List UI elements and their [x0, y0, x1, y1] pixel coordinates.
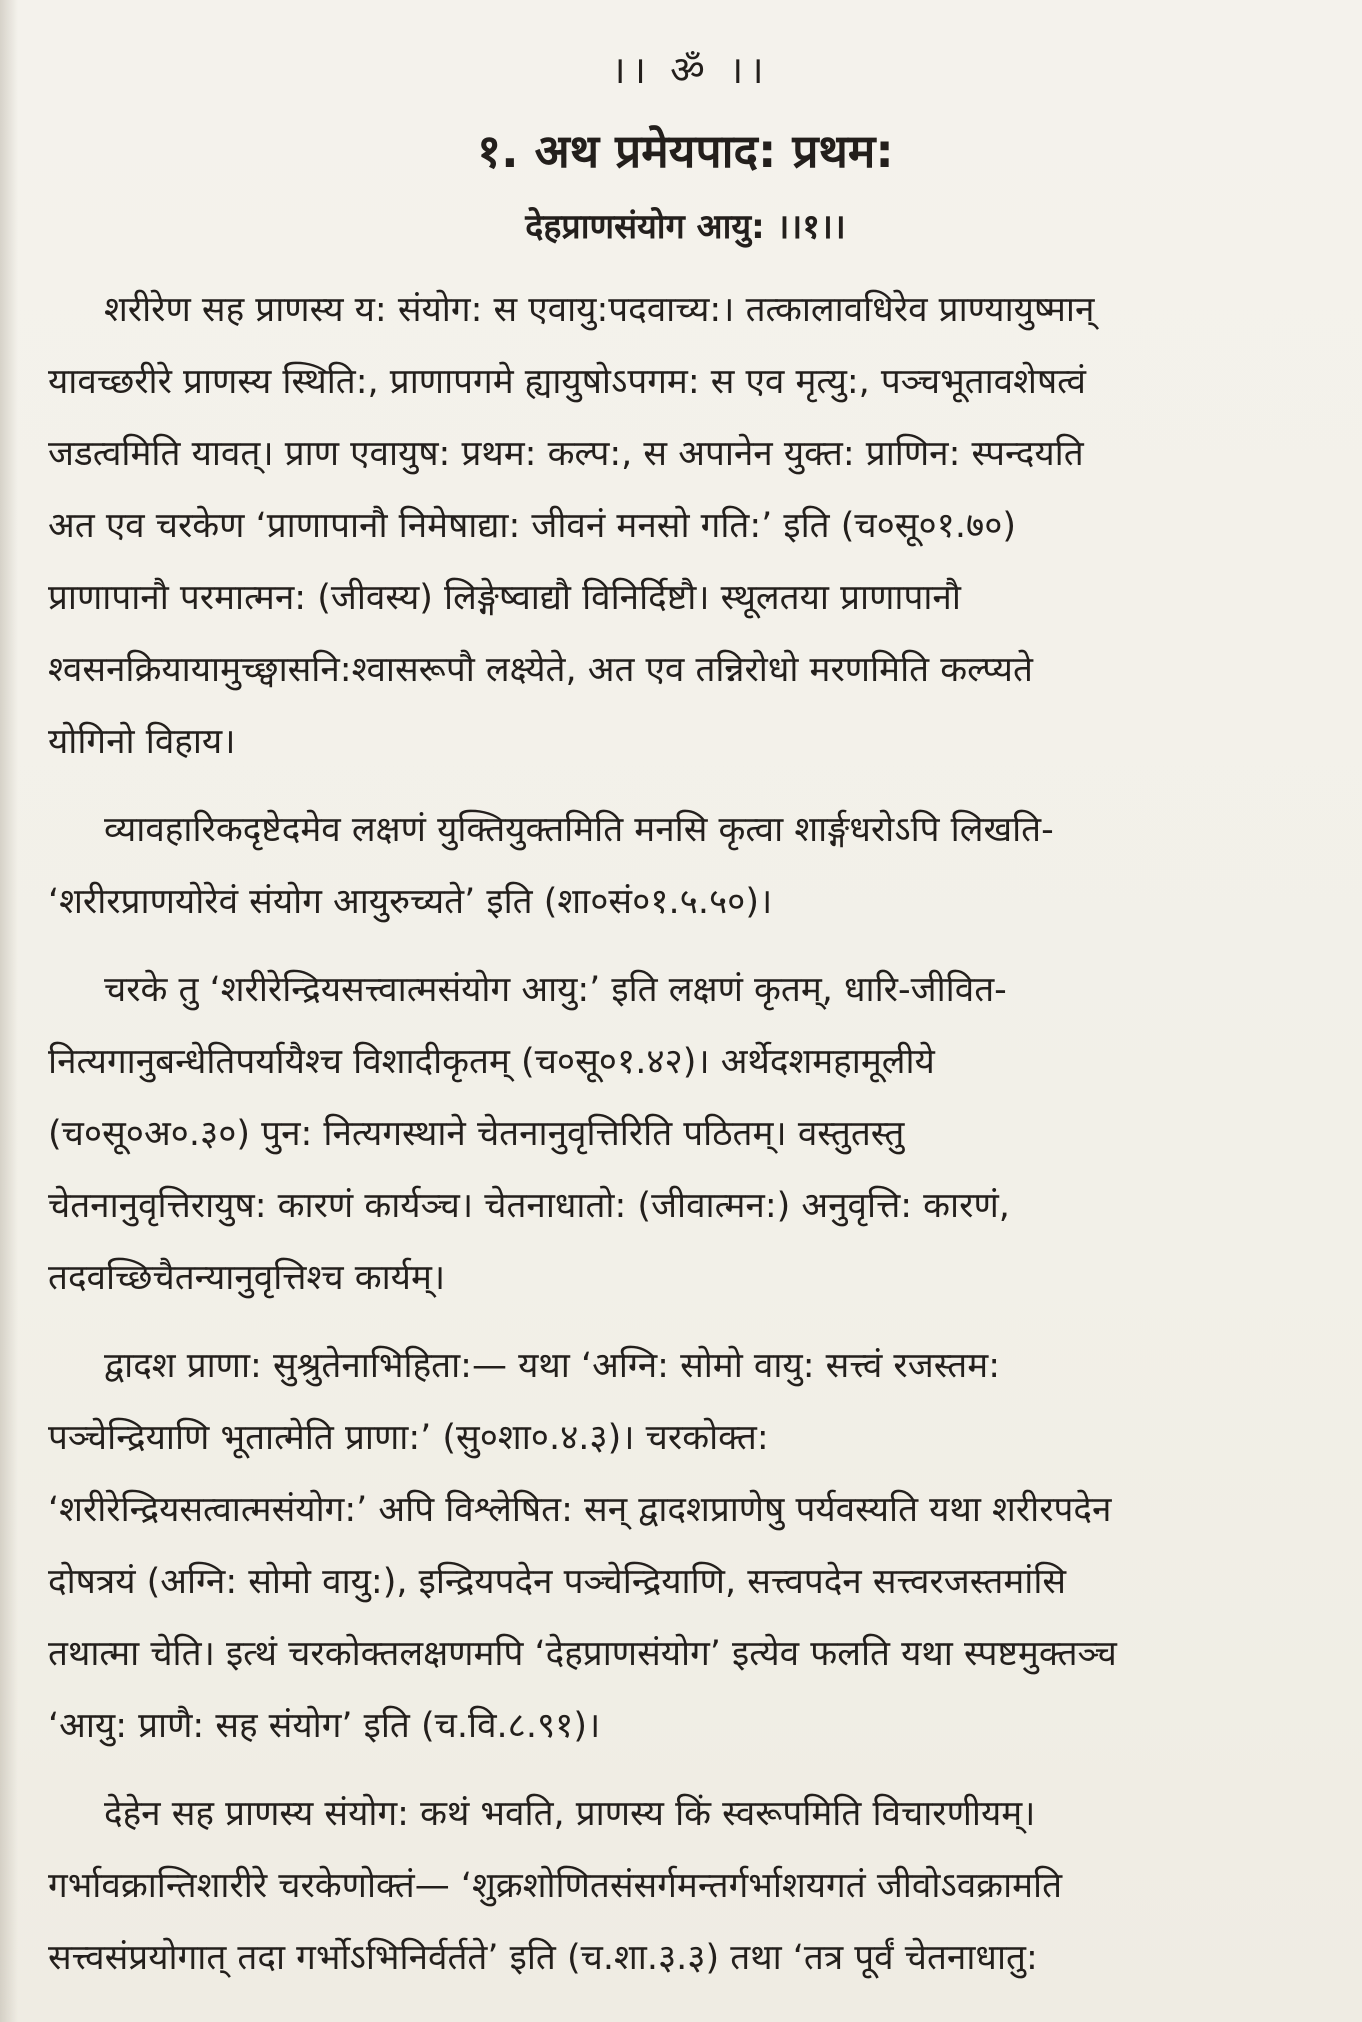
text-line: द्वादश प्राणा: सुश्रुतेनाभिहिता:— यथा ‘अग्नि: सोमो वायु: सत्त्वं रजस्तम: — [104, 1346, 1000, 1386]
text-line: चेतनानुवृत्तिरायुष: कारणं कार्यञ्च। चेतनाधातो: (जीवात्मन:) अनुवृत्ति: कारणं, — [48, 1186, 1010, 1226]
paragraph — [48, 1778, 1323, 1994]
text-line: तदवच्छिचैतन्यानुवृत्तिश्च कार्यम्। — [48, 1258, 446, 1298]
page-content — [48, 30, 1323, 2010]
text-line: दोषत्रयं (अग्नि: सोमो वायु:), इन्द्रियपदेन पञ्चेन्द्रियाणि, सत्त्वपदेन सत्त्वरजस्तमांसि — [48, 1562, 1067, 1602]
text-line: नित्यगानुबन्धेतिपर्यायैश्च विशादीकृतम् (च०सू०१.४२)। अर्थेदशमहामूलीये — [48, 1042, 935, 1082]
text-line: यावच्छरीरे प्राणस्य स्थिति:, प्राणापगमे ह्यायुषोऽपगम: स एव मृत्यु:, पञ्चभूतावशेषत्वं — [48, 362, 1086, 402]
invocation: ।। ॐ ।। — [611, 48, 770, 92]
text-line: ‘आयु: प्राणै: सह संयोग’ इति (च.वि.८.९१)। — [48, 1706, 601, 1746]
paragraph — [48, 1330, 1323, 1762]
paragraph — [48, 794, 1323, 938]
chapter-heading: १. अथ प्रमेयपाद: प्रथम: — [477, 124, 894, 178]
text-line: तथात्मा चेति। इत्थं चरकोक्तलक्षणमपि ‘देहप्राणसंयोग’ इत्येव फलति यथा स्पष्टमुक्तञ्च — [48, 1634, 1117, 1674]
text-line: प्राणापानौ परमात्मन: (जीवस्य) लिङ्गेष्वाद्यौ विनिर्दिष्टौ। स्थूलतया प्राणापानौ — [48, 578, 961, 618]
text-line: योगिनो विहाय। — [48, 722, 236, 762]
page-edge-shadow — [0, 0, 18, 2022]
text-line: जडत्वमिति यावत्। प्राण एवायुष: प्रथम: कल्प:, स अपानेन युक्त: प्राणिन: स्पन्दयति — [48, 434, 1084, 474]
text-line: चरके तु ‘शरीरेन्द्रियसत्त्वात्मसंयोग आयु:’ इति लक्षणं कृतम्, धारि-जीवित- — [104, 970, 1007, 1010]
text-line: सत्त्वसंप्रयोगात् तदा गर्भोऽभिनिर्वर्तते’ इति (च.शा.३.३) तथा ‘तत्र पूर्वं चेतनाधातु: — [48, 1938, 1038, 1978]
text-line: देहेन सह प्राणस्य संयोग: कथं भवति, प्राणस्य किं स्वरूपमिति विचारणीयम्। — [104, 1794, 1036, 1834]
text-line: ‘शरीरेन्द्रियसत्वात्मसंयोग:’ अपि विश्लेषित: सन् द्वादशप्राणेषु पर्यवस्यति यथा शरीरपदेन — [48, 1490, 1112, 1530]
text-line: शरीरेण सह प्राणस्य य: संयोग: स एवायु:पदवाच्य:। तत्कालावधिरेव प्राण्यायुष्मान् — [104, 290, 1095, 330]
text-line: अत एव चरकेण ‘प्राणापानौ निमेषाद्या: जीवनं मनसो गति:’ इति (च०सू०१.७०) — [48, 506, 1017, 546]
sutra-heading: देहप्राणसंयोग आयु: ।।१।। — [525, 207, 846, 247]
paragraph — [48, 274, 1323, 778]
text-line: गर्भावक्रान्तिशारीरे चरकेणोक्तं— ‘शुक्रशोणितसंसर्गमन्तर्गर्भाशयगतं जीवोऽवक्रामति — [48, 1866, 1063, 1906]
text-line: व्यावहारिकदृष्टेदमेव लक्षणं युक्तियुक्तमिति मनसि कृत्वा शार्ङ्गधरोऽपि लिखति- — [104, 810, 1054, 850]
paragraph — [48, 954, 1323, 1314]
text-line: ‘शरीरप्राणयोरेवं संयोग आयुरुच्यते’ इति (शा०सं०१.५.५०)। — [48, 882, 773, 922]
text-line: पञ्चेन्द्रियाणि भूतात्मेति प्राणा:’ (सु०शा०.४.३)। चरकोक्त: — [48, 1418, 769, 1458]
text-line: श्वसनक्रियायामुच्छ्वासनि:श्वासरूपौ लक्ष्येते, अत एव तन्निरोधो मरणमिति कल्प्यते — [48, 650, 1033, 690]
text-line: (च०सू०अ०.३०) पुन: नित्यगस्थाने चेतनानुवृत्तिरिति पठितम्। वस्तुतस्तु — [48, 1114, 905, 1154]
